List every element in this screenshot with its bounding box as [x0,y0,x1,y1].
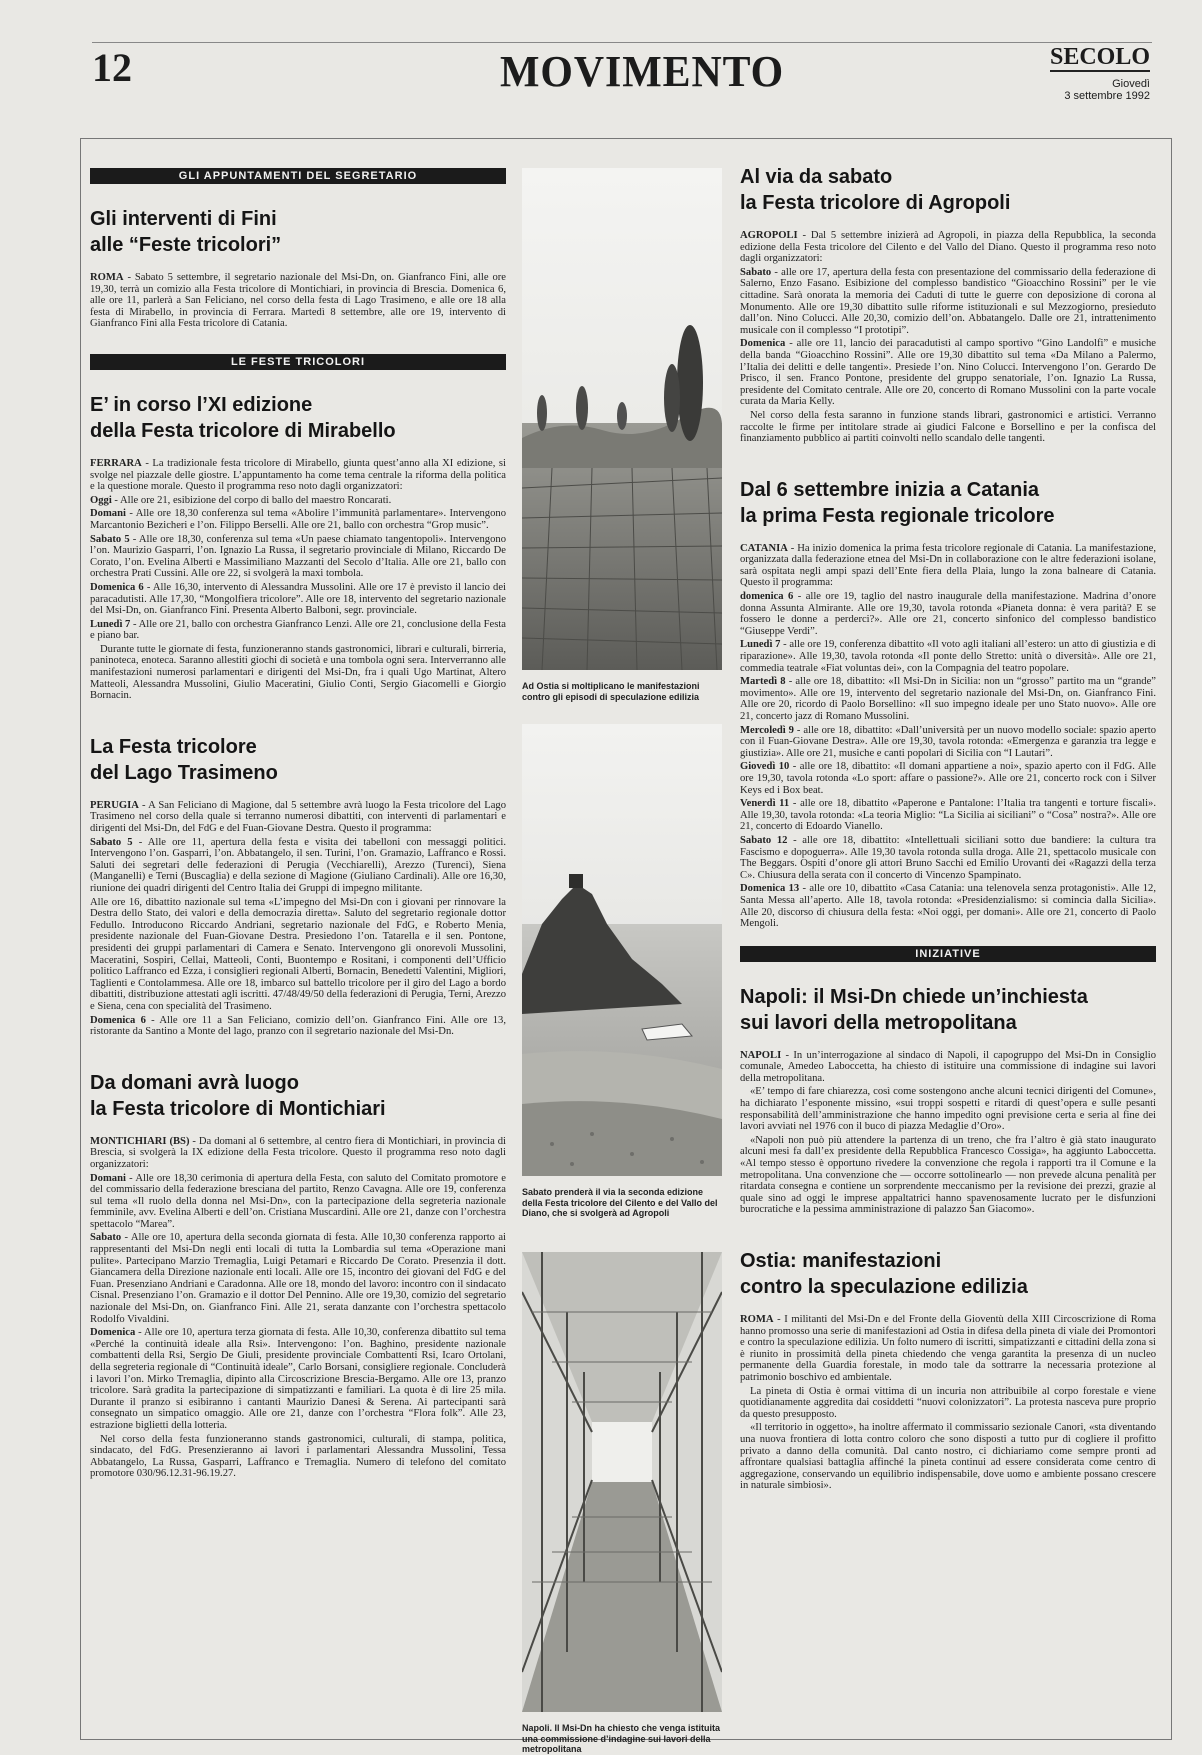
article-body: La pineta di Ostia è ormai vittima di un incuria non attribuibile al corpo forestale e viene quotidianamente aggredita dai cosiddetti “nuovi colonizzatori”. La protesta nasceva pure proprio da questo presupposto. [740,1385,1156,1420]
article-headline: Da domani avrà luogo la Festa tricolore di Montichiari [90,1071,386,1120]
program-item: Domani - Alle ore 18,30 conferenza sul tema «Abolire l’immunità parlamentare». Intervengono Marcantonio Bezicheri e l’on. Filippo Berselli. Alle ore 21, ballo con orchestra “Grop music”. [90,508,506,531]
program-item: Lunedì 7 - alle ore 19, conferenza dibattito «Il voto agli italiani all’estero: un atto di giustizia e di riparazione». Alle 19,30, tavola rotonda «Il ponte dello Stretto: unità o diversità». Alle ore 21, commedia teatrale «Fiat voluntas dei», con la Compagnia del teatro popolare. [740,639,1156,674]
photo-caption: Napoli. Il Msi-Dn ha chiesto che venga istituita una commissione d’indagine sui lavori della metropolitana [522,1723,721,1754]
article-headline: E’ in corso l’XI edizione della Festa tricolore di Mirabello [90,393,396,442]
article-body: CATANIA - Ha inizio domenica la prima festa tricolore regionale di Catania. La manifestazione, organizzata dalla federazione etnea del Msi-Dn in collaborazione con le altre federazioni isolane, sarà ospitata negli ampi spazi dell’Ente fiera della Plaia, lungo la zona balneare di Catania. Questo il programma: [740,542,1156,589]
article [90,734,506,1038]
article [740,984,1156,1216]
article-body: Nel corso della festa saranno in funzione stands librari, gastronomici e artistici. Verranno raccolte le firme per intitolare strade ai giudici Falcone e Borsellino e per la confisca del finanziamento pubblico ai partiti coinvolti nello scandalo delle tangenti. [740,409,1156,445]
program-item: Martedì 8 - alle ore 18, dibattito: «Il Msi-Dn in Sicilia: non un “grosso” partito ma un “grande” movimento». Alle ore 19, intervento del segretario nazionale del Msi-Dn, on. Gianfranco Fini. Alle ore 20, ricordo di Paolo Borsellino: «Il suo impegno ideale per uno Stato nuovo». Alle ore 21, concerto jazz di Romano Mussolini. [740,676,1156,722]
article [740,477,1156,930]
article-body: ROMA - I militanti del Msi-Dn e del Fronte della Gioventù della XIII Circoscrizione di Roma hanno promosso una serie di manifestazioni ad Ostia in difesa della pineta di viale dei Promontori e contro la speculazione edilizia. Un folto numero di iscritti, simpatizzanti e cittadini della zona si è riunito in prossimità della pineta chiedendo che venga garantita la presenza di un nucleo permanente della Guardia forestale, in modo tale da sottrarre la necessaria protezione al patrimonio boschivo ed ambientale. [740,1314,1156,1383]
photo-block [522,1252,722,1755]
article-headline: Gli interventi di Fini alle “Feste tricolori” [90,208,282,256]
article-body: ROMA - Sabato 5 settembre, il segretario nazionale del Msi-Dn, on. Gianfranco Fini, alle ore 19,30, terrà un comizio alla Festa tricolore di Montichiari, in provincia di Brescia. Domenica 6, alle ore 11, parlerà a San Feliciano, nel corso della festa di Lago Trasimeno, e alle ore 18 alla festa di Mirabello, in provincia di Ferrara. Martedì 8 settembre, alle ore 19, intervento di Gianfranco Fini alla Festa tricolore di Catania. [90,272,506,330]
program-item: Domenica 6 - Alle ore 11 a San Feliciano, comizio dell’on. Gianfranco Fini. Alle ore 13, ristorante da Santino a Monte del lago, pranzo con il segretario nazionale del Msi-Dn. [90,1014,506,1038]
article [90,1070,506,1480]
program-item: Domani - Alle ore 18,30 cerimonia di apertura della Festa, con saluto del Comitato promotore e del commissario della federazione bresciana del partito, Renzo Cavagna. Alle ore 19, conferenza sul tema «Il ruolo della donna nel Msi-Dn», con la partecipazione della segreteria nazionale femminile, avv. Evelina Alberti e dell’on. Cristiana Muscardini. Alle ore 21, danze con l’orchestra spettacolo “Marea”. [90,1172,506,1230]
page-number: 12 [92,45,132,90]
program-item: Sabato 5 - Alle ore 18,30, conferenza sul tema «Un paese chiamato tangentopoli». Intervengono l’on. Maurizio Gasparri, l’on. Ignazio La Russa, il segretario provinciale di Milano, Riccardo De Corato, l’on. Evelina Alberti e Massimiliano Mazzanti del Secolo d’Italia. Alle ore 21, ballo con orchestra Prati Cussini. Alle ore 22, si svolgerà la maxi tombola. [90,533,506,580]
article-headline: Dal 6 settembre inizia a Catania la prima Festa regionale tricolore [740,478,1055,527]
masthead [1010,44,1150,102]
program-item: Sabato 5 - Alle ore 11, apertura della festa e visita dei tabelloni con messaggi politici. Intervengono l’on. Gasparri, l’on. Abbatangelo, il sen. Turini, l’on. Gramazio, Laffranco e Rossi. Saluti dei segretari delle federazioni di Perugia (Vecchiarelli), Arezzo (Turenci), Siena (Manganelli) e Terni (Buscaglia) e della sezione di Magione (Giuliano Cardinali). Alle ore 16,30, riunione dei quadri dirigenti del Centro Italia dei Gruppi di impegno militante. [90,836,506,894]
article-body: NAPOLI - In un’interrogazione al sindaco di Napoli, il capogruppo del Msi-Dn in Consiglio comunale, Amedeo Laboccetta, ha chiesto di istituire una commissione di indagine sui lavori della metropolitana. [740,1049,1156,1084]
article-body: AGROPOLI - Dal 5 settembre inizierà ad Agropoli, in piazza della Repubblica, la seconda edizione della Festa tricolore del Cilento e del Vallo del Diano. Questo il programma reso noto dagli organizzatori: [740,230,1156,265]
program-item: Domenica - Alle ore 10, apertura terza giornata di festa. Alle 10,30, conferenza dibattito sul tema «Perché la continuità ideale alla Rsi». Intervengono: l’on. Baghino, presidente nazionale combattenti della Rsi, Sergio De Giuli, presidente provinciale Combattenti Rsi, Icaro Ortolani, della segreteria regionale di “Continuità ideale”, Carlo Borsani, consigliere regionale. Concluderà i lavori l’on. Mirko Tremaglia, dipinto alla Circoscrizione Brescia-Bergamo. Alle ore 13, pranzo tricolore. Sarà gradita la partecipazione di simpatizzanti e familiari. La quota è di lire 25 mila. Durante il pranzo si esibiranno i cantanti Maurizio Danesi & Serena. Ai partecipanti sarà consegnato un simpatico omaggio. Alle ore 21, danze con l’orchestra “Flora folk”. Alle 23, estrazione biglietti della lotteria. [90,1327,506,1431]
program-item: Oggi - Alle ore 21, esibizione del corpo di ballo del maestro Roncarati. [90,494,392,506]
article-body: «E’ tempo di fare chiarezza, così come sostengono anche alcuni tecnici dirigenti del Comune», ha dichiarato l’esponente missino, «sui troppi sospetti e ritardi di quest’opera e sulle pesanti responsabilità dell’amministrazione che hanno impedito ogni previsione certa e seria al fine dei lavori avviati nel 1976 con il buco di piazza Medaglie d’Oro». [740,1086,1156,1133]
article [90,392,506,702]
header-rule [92,42,1152,43]
article-headline: La Festa tricolore del Lago Trasimeno [90,735,278,784]
article [90,206,506,330]
program-item: Sabato - alle ore 17, apertura della festa con presentazione del commissario della federazione di Salerno, Enzo Fasano. Esibizione del complesso bandistico “Gioacchino Rossini” per le vie cittadine. Sarà onorata la memoria dei Caduti di tutte le guerre con deposizione di corona al Monumento. Alle ore 19,30 dibattito sulle riforme istituzionali e sul Mezzogiorno, presieduto dall’on. Nino Colucci. Alle 20,30, comizio dell’on. Abbatangelo. Dalle ore 21, intrattenimento musicale con il complesso “I prototipi”. [740,266,1156,336]
program-item: Lunedì 7 - Alle ore 21, ballo con orchestra Gianfranco Lenzi. Alle ore 21, conclusione della Festa e piano bar. [90,618,506,642]
photo-block [522,168,722,702]
program-item: domenica 6 - alle ore 19, taglio del nastro inaugurale della manifestazione. Madrina d’onore donna Assunta Almirante. Alle ore 19,30, tavola rotonda «Pianeta donna: è vera parità? E se fossero le donne a perderci?». Alle ore 21, concerto sinfonico del complesso bandistico “Giuseppe Verdi”. [740,591,1156,637]
section-banner: GLI APPUNTAMENTI DEL SEGRETARIO [90,168,506,184]
right-column [740,164,1156,1494]
article-body: FERRARA - La tradizionale festa tricolore di Mirabello, giunta quest’anno alla XI edizione, si svolge nel piazzale delle giostre. L’appuntamento ha come tema centrale la riforma della politica e la questione morale. Questo il programma reso noto dagli organizzatori: [90,457,506,493]
photo-caption: Ad Ostia si moltiplicano le manifestazioni contro gli episodi di speculazione edilizia [522,681,700,702]
photo-caption: Sabato prenderà il via la seconda edizione della Festa tricolore del Cilento e del Vallo del Diano, che si svolgerà ad Agropoli [522,1187,718,1218]
program-item: Domenica 13 - alle ore 10, dibattito «Casa Catania: una telenovela senza protagonisti». Alle 12, Santa Messa all’aperto. Alle 18, tavola rotonda: «Presidenzialismo: si comincia dalla Sicilia». Alle 20, discorso di chiusura della festa: «Noi oggi, per domani». Alle ore 21, concerto di Paolo Mengoli. [740,883,1156,930]
left-column [90,168,506,1482]
issue-day: Giovedì [1112,78,1150,90]
program-item: Domenica 6 - Alle 16,30, intervento di Alessandra Mussolini. Alle ore 17 è previsto il lancio dei paracadutisti. Alle 17,30, “Mongolfiera tricolore”. Alle ore 18, intervento del segretario nazionale del Msi-Dn, on. Gianfranco Fini. Presenta Alberto Balboni, segr. provinciale. [90,581,506,617]
article-body: MONTICHIARI (BS) - Da domani al 6 settembre, al centro fiera di Montichiari, in provincia di Brescia, si svolgerà la IX edizione della Festa tricolore. Questo il programma reso noto dagli organizzatori: [90,1135,506,1170]
coastal-cove-photo [522,724,722,1176]
program-item: Mercoledì 9 - alle ore 18, dibattito: «Dall’università per un nuovo modello sociale: spazio aperto con il Fuan-Giovane Destra». Alle ore 19,30, tavola rotonda: «Emergenza e garanzia tra legge e giustizia». Alle ore 21, musiche e canti popolari di Sicilia con “I Lautari”. [740,724,1157,759]
pine-ruins-photo [522,168,722,670]
article-headline: Napoli: il Msi-Dn chiede un’inchiesta sui lavori della metropolitana [740,985,1088,1034]
metro-tunnel-photo [522,1252,722,1712]
article-body: Durante tutte le giornate di festa, funzioneranno stands gastronomici, librari e culturali, birreria, paninoteca, enoteca. Saranno allestiti giochi di società e una tombola ogni sera. Interverranno alle manifestazioni numerosi parlamentari e dirigenti del Msi-Dn, fra i quali Ugo Martinat, Altero Matteoli, Alessandra Mussolini, Giulio Maceratini, Giulio Conti, Sergio Giacomelli e Giorgio Bornacin. [90,643,506,702]
brand-name: SECOLO [1049,44,1150,70]
section-title: MOVIMENTO [500,47,785,96]
issue-date: 3 settembre 1992 [1064,90,1150,102]
photo-block [522,724,722,1219]
article-headline: Al via da sabato la Festa tricolore di Agropoli [740,166,1011,214]
program-item: Sabato - Alle ore 10, apertura della seconda giornata di festa. Alle 10,30 conferenza rapporto ai rappresentanti del Msi-Dn negli enti locali di tutta la Lombardia sul tema «Operazione mani pulite». Partecipano Marzio Tremaglia, Luigi Petamari e Riccardo De Corato. Presenzia il dott. Giancamera della Direzione nazionale enti locali. Alle ore 15, incontro dei giovani del FdG e del Fuan. Presenziano Andriani e Caradonna. Alle ore 18, mondo del lavoro: incontro con il sindacato Cisnal. Presenziano l’on. Gramazio e il dottor Del Pennino. Alle ore 19,30, comizio del segretario nazionale del Msi-Dn, on. Gianfranco Fini. Alle 21, serata danzante con l’orchestra spettacolo Rodolfo Vivaldini. [90,1232,506,1325]
section-banner: INIZIATIVE [740,946,1156,962]
article [740,164,1156,445]
article [740,1248,1156,1492]
article-body: «Il territorio in oggetto», ha inoltre affermato il commissario sezionale Canori, «sta diventando una nuova frontiera di lotta contro coloro che sono disposti a tutto pur di cogliere il profitto privato a danno della comunità. Dal canto nostro, ci dichiariamo come sempre pronti ad affrontare qualsiasi battaglia affinché la pineta continui ad essere considerata come centro di aggregazione, conservando un equilibrio indispensabile, dove uomo e ambiente possano crescere in naturale simbiosi». [740,1422,1156,1492]
section-banner: LE FESTE TRICOLORI [90,354,506,370]
article-body: Nel corso della festa funzioneranno stands gastronomici, culturali, di stampa, politica, sindacato, del FdG. Presenzieranno ai lavori i parlamentari Alessandra Mussolini, Tessa Abbatangelo, La Russa, Gasparri, Laffranco e Tremaglia. Numero di telefono del comitato promotore 030/96.12.31-96.19.27. [90,1433,506,1480]
article-headline: Ostia: manifestazioni contro la speculazione edilizia [740,1250,1028,1298]
program-item: Giovedì 10 - alle ore 18, dibattito: «Il domani appartiene a noi», spazio aperto con il FdG. Alle ore 19,30, tavola rotonda «Lo sport: affare o passione?». Alle ore 21, concerto rock con i Silver Keys ed i Box beat. [740,761,1156,796]
program-item: Sabato 12 - alle ore 18, dibattito: «Intellettuali siciliani sotto due bandiere: la cultura tra Fascismo e dopoguerra». Alle 19,30 tavola rotonda sulla droga. Alle 21, spettacolo musicale con The Beggars. Ospiti d’onore gli attori Bruno Sacchi ed Emilio Urovanti dei «Ragazzi della terza C». Chiusura della serata con il concerto di Vincenzo Spampinato. [740,834,1156,881]
article-body: PERUGIA - A San Feliciano di Magione, dal 5 settembre avrà luogo la Festa tricolore del Lago Trasimeno nel corso della quale si terranno numerosi dibattiti, con interventi di parlamentari e dirigenti del Msi-Dn, del FdG e del Fuan-Giovane Destra. Questo il programma: [90,799,506,835]
article-body: «Napoli non può più attendere la partenza di un treno, che fra l’altro è già stato inaugurato alcuni mesi fa dall’ex presidente della Repubblica Francesco Cossiga», ha aggiunto Laboccetta. «Al tempo stesso è opportuno rivedere la convenzione che regola i rapporti tra il Comune e la metropolitana. Una convenzione che — occorre sottolinearlo — non prevede alcuna penalità per ritardata consegna e contiene un sorprendente meccanismo per la revisione dei prezzi, grazie al quale sino ad oggi le imprese appaltatrici hanno spavenosamente lucrato per le disfunzioni burocratiche e la pessima amministrazione di palazzo San Giacomo». [740,1134,1156,1216]
article-body: Alle ore 16, dibattito nazionale sul tema «L’impegno del Msi-Dn con i giovani per rinnovare la Destra dello Stato, dei valori e della democrazia diretta». Saluto del segretario regionale dottor Fedullo. Introducono Riccardo Andriani, segretario nazionale del FdG, e Roberto Menia, presidente nazionale del Fuan-Giovane Destra. Presiedono l’on. Tatarella e il sen. Pontone, presidenti dei gruppi parlamentari di Camera e Senato. Intervengono gli onorevoli Mussolini, Maceratini, Sospiri, Cellai, Matteoli, Conti, Buontempo e Rositani, i componenti dell’Ufficio politico Laffranco ed Ezza, i consiglieri regionali Alberti, Bornacin, Benedetti Valentini, Migliori, Taglienti e Contolammesa. Alle ore 18, imbarco sul battello tricolore per il giro del Lago a bordo dibattiti, distribuzione attestati agli iscritti. 47/48/49/50 della federazioni di Perugia, Terni, Arezzo e Siena, cena con specialità del Trasimeno. [90,896,506,1012]
program-item: Venerdì 11 - alle ore 18, dibattito «Paperone e Pantalone: l’Italia tra tangenti e torture fiscali». Alle 19,30, tavola rotonda: «La teoria Miglio: “La Sicilia ai siciliani” o “Cosa” nostra?». Alle ore 21, concerto di Edoardo Vianello. [740,798,1156,833]
program-item: Domenica - alle ore 11, lancio dei paracadutisti al campo sportivo “Gino Landolfi” e musiche della banda “Gioacchino Rossini”. Alle ore 19,30 dibattito sul tema «Da Milano a Palermo, l’Italia dei delitti e delle tangenti». Presiede l’on. Nino Colucci. Intervengono l’on. Gerardo De Prisco, il sen. Franco Pontone, presidente del gruppo senatoriale, l’on. Ignazio La Russa, presidente del Comitato centrale. Alle ore 20, concerto di Romano Mussolini con la parte vocale curata da Maria Kelly. [740,338,1156,408]
